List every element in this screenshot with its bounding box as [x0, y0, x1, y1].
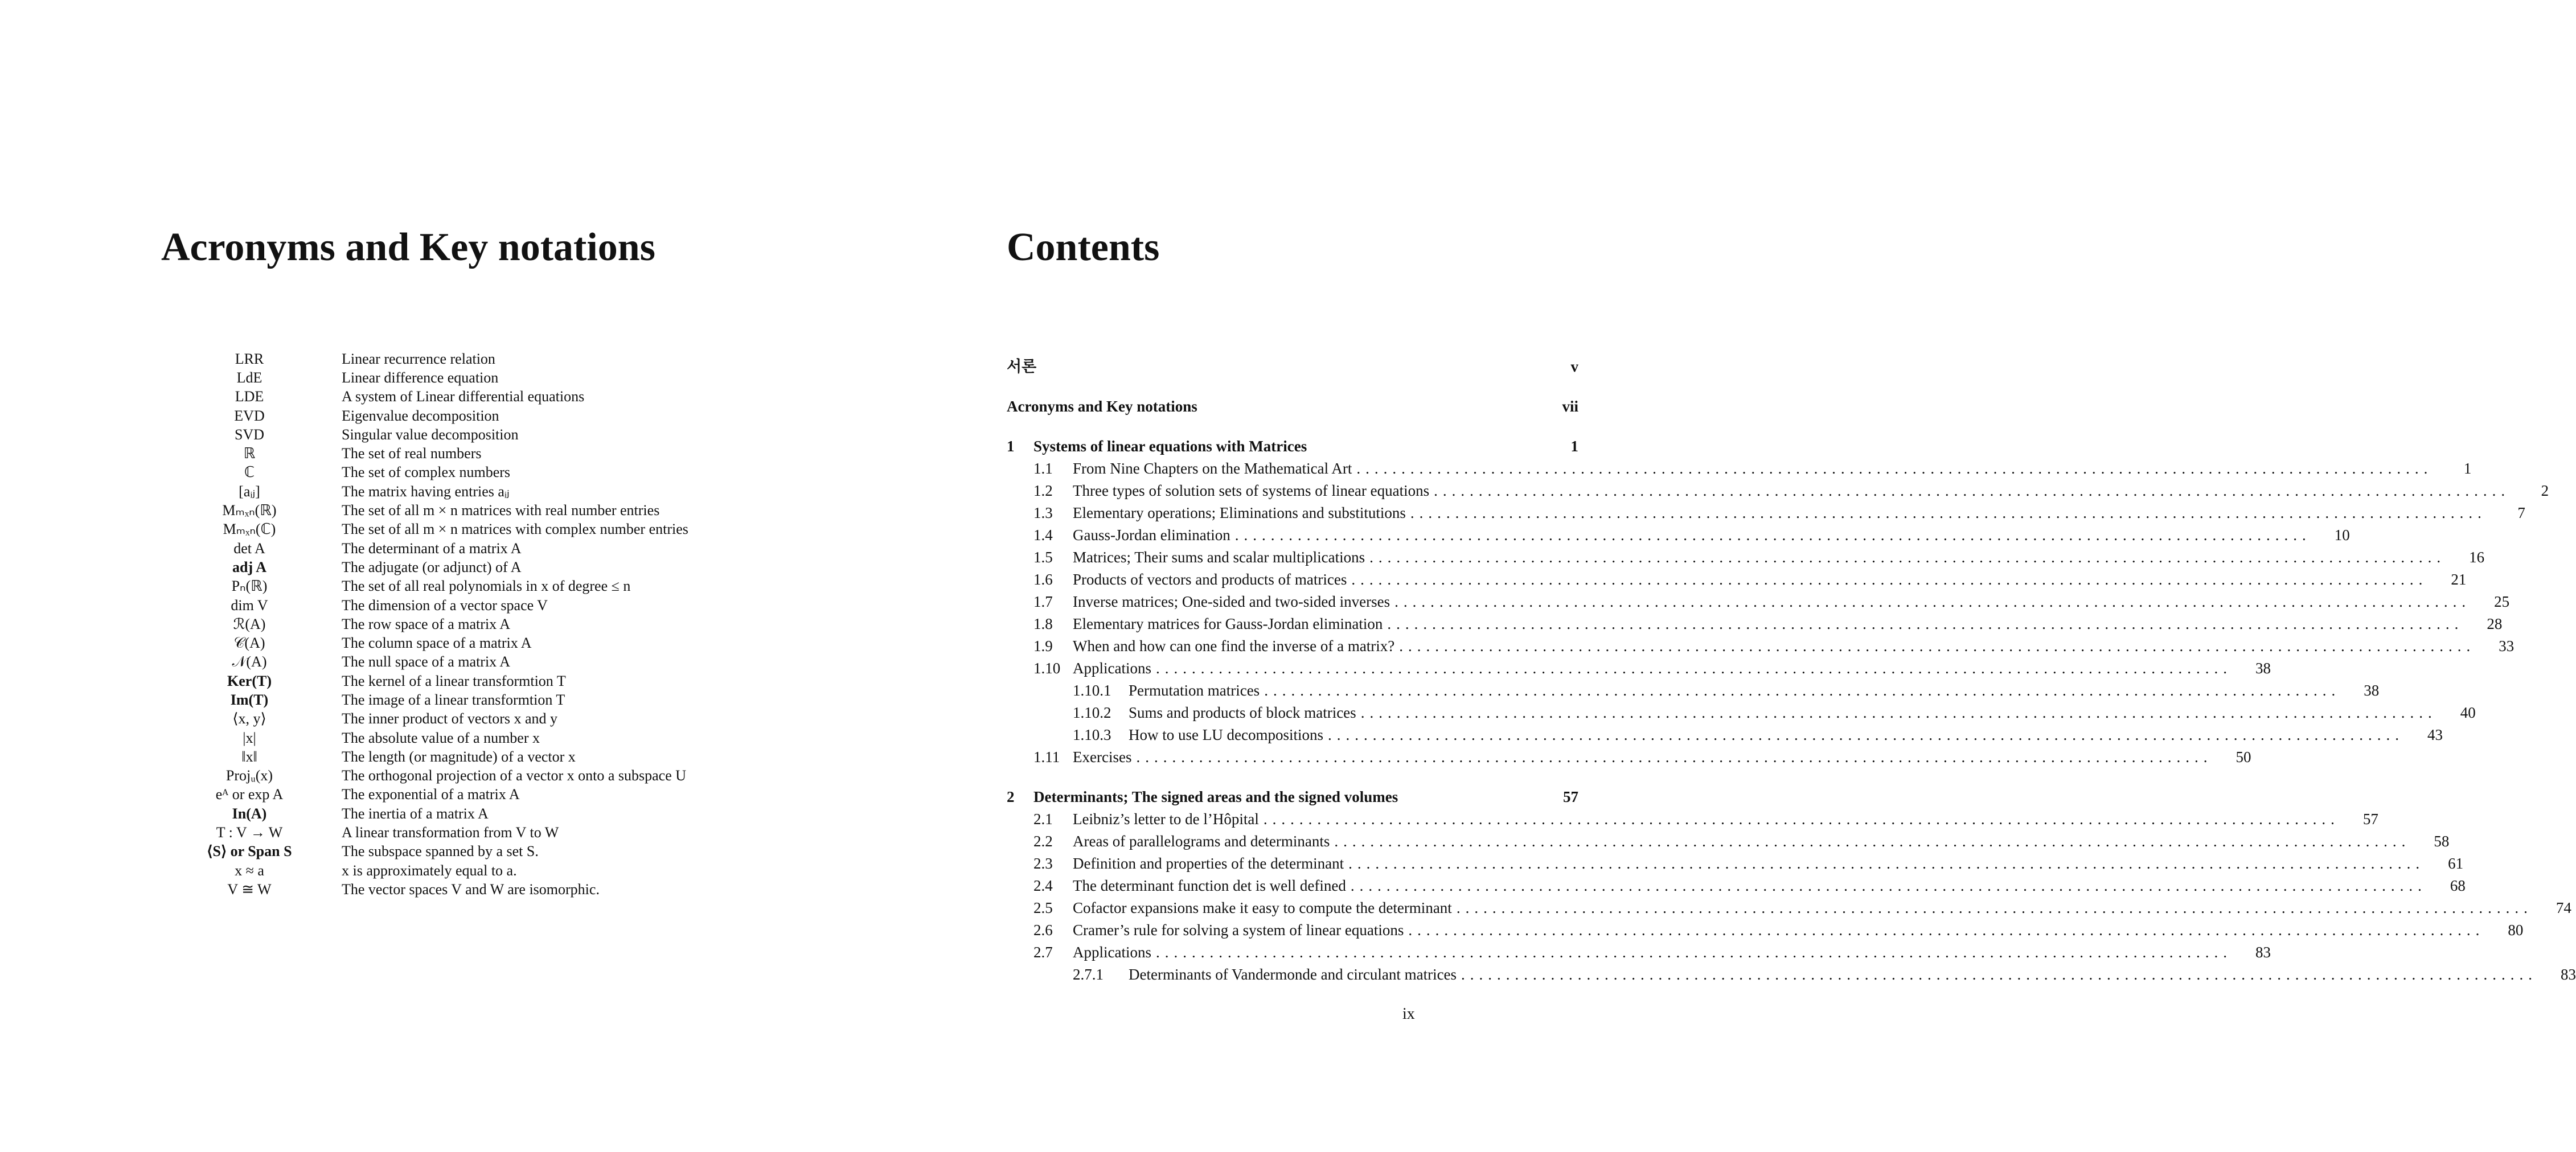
- notation-table: [188, 349, 688, 899]
- toc-entry-number: 1.2: [1033, 482, 1053, 499]
- toc-entry-title: Matrices; Their sums and scalar multiplications: [1073, 548, 1365, 566]
- toc-entry-title: Gauss-Jordan elimination: [1073, 526, 1230, 544]
- notation-description: The column space of a matrix A: [342, 635, 532, 652]
- toc-entry-page: 80: [2508, 921, 2524, 939]
- toc-entry[interactable]: [1007, 525, 2350, 545]
- toc-dot-leader: ........................................................................................................................: [1327, 726, 2404, 743]
- toc-entry-page: 38: [2255, 659, 2271, 677]
- notation-description: The dimension of a vector space V: [342, 596, 548, 614]
- notation-description: The inner product of vectors x and y: [342, 710, 558, 727]
- notation-description: The kernel of a linear transformtion T: [342, 672, 566, 689]
- toc-dot-leader: ........................................................................................................................: [1155, 659, 2232, 677]
- notation-row: [188, 520, 688, 539]
- acronyms-page: [0, 0, 843, 1152]
- toc-entry-title: When and how can one find the inverse of a matrix?: [1073, 637, 1395, 655]
- toc-entry[interactable]: [1007, 548, 2485, 567]
- notation-symbol: LdE: [236, 369, 262, 386]
- toc-dot-leader: ........................................................................................................................: [1387, 615, 2464, 632]
- notation-row: [188, 501, 688, 520]
- toc-entry-number: 1.6: [1033, 570, 1053, 588]
- notation-symbol: ℝ: [243, 445, 256, 462]
- toc-dot-leader: ........................................................................................................................: [1155, 943, 2232, 961]
- toc-entry-number: 1.4: [1033, 526, 1053, 544]
- notation-description: The orthogonal projection of a vector x onto a subspace U: [342, 767, 687, 784]
- toc-entry[interactable]: [1007, 481, 2549, 500]
- toc-entry-page: 10: [2334, 526, 2350, 544]
- toc-entry-page: 57: [1563, 788, 1578, 805]
- notation-description: Linear difference equation: [342, 369, 499, 386]
- toc-dot-leader: ........................................................................................................................: [1434, 482, 2511, 499]
- notation-symbol: eᴬ or exp A: [215, 786, 284, 803]
- toc-entry-title: Determinants; The signed areas and the signed volumes: [1033, 788, 1398, 805]
- notation-symbol: |x|: [243, 729, 256, 746]
- toc-entry-title: Products of vectors and products of matrices: [1073, 570, 1347, 588]
- toc-entry-page: v: [1570, 357, 1578, 375]
- notation-row: [188, 767, 688, 785]
- toc-entry-page: 74: [2556, 899, 2571, 916]
- toc-entry-title: Definition and properties of the determinant: [1073, 854, 1344, 872]
- toc-entry-page: 83: [2561, 965, 2576, 983]
- notation-description: The subspace spanned by a set S.: [342, 843, 539, 860]
- notation-description: The matrix having entries aᵢⱼ: [342, 483, 510, 500]
- toc-entry-page: 43: [2427, 726, 2443, 743]
- notation-description: The set of all real polynomials in x of degree ≤ n: [342, 578, 631, 595]
- toc-entry-title: How to use LU decompositions: [1129, 726, 1323, 743]
- notation-description: The determinant of a matrix A: [342, 540, 522, 557]
- toc-entry[interactable]: [1007, 636, 2515, 656]
- notation-row: [188, 823, 688, 842]
- toc-entry-number: 2.7: [1033, 943, 1053, 961]
- toc-entry-number: 1.5: [1033, 548, 1053, 566]
- contents-page: [843, 0, 2576, 1152]
- toc-entry-page: 83: [2255, 943, 2271, 961]
- notation-description: The row space of a matrix A: [342, 615, 511, 632]
- toc-dot-leader: ........................................................................................................................: [1410, 504, 2487, 521]
- page-number: ix: [1402, 1005, 1415, 1023]
- notation-symbol: Mₘₓₙ(ℂ): [223, 521, 276, 538]
- notation-symbol: LDE: [235, 388, 264, 405]
- toc-entry[interactable]: [1007, 397, 1578, 416]
- notation-symbol: V ≅ W: [227, 881, 272, 898]
- notation-symbol: ℛ(A): [233, 615, 266, 632]
- toc-entry[interactable]: [1007, 747, 2251, 767]
- toc-entry-title: Elementary operations; Eliminations and substitutions: [1073, 504, 1406, 521]
- notation-description: The absolute value of a number x: [342, 729, 540, 746]
- toc-entry-title: Sums and products of block matrices: [1129, 703, 1356, 721]
- toc-dot-leader: ........................................................................................................................: [1461, 965, 2538, 983]
- toc-entry[interactable]: [1007, 503, 2525, 522]
- notation-row: [188, 615, 688, 633]
- notation-row: [188, 368, 688, 387]
- toc-entry-number: 1.8: [1033, 615, 1053, 632]
- notation-description: The set of complex numbers: [342, 464, 511, 481]
- toc-entry[interactable]: [1007, 703, 2476, 722]
- toc-entry-page: 1: [1570, 437, 1578, 455]
- notation-symbol: In(A): [232, 805, 267, 822]
- notation-description: The set of real numbers: [342, 445, 482, 462]
- toc-dot-leader: ........................................................................................................................: [1360, 703, 2437, 721]
- toc-dot-leader: ........................................................................................................................: [1234, 526, 2311, 544]
- notation-description: The set of all m × n matrices with real number entries: [342, 502, 660, 519]
- toc-entry[interactable]: [1007, 459, 2472, 478]
- notation-symbol: det A: [233, 540, 265, 557]
- toc-entry-number: 1: [1007, 437, 1015, 455]
- toc-entry-title: Exercises: [1073, 748, 1132, 766]
- toc-entry[interactable]: [1007, 965, 2576, 984]
- toc-dot-leader: ........................................................................................................................: [1369, 548, 2446, 566]
- notation-description: The exponential of a matrix A: [342, 786, 520, 803]
- notation-description: Eigenvalue decomposition: [342, 407, 499, 424]
- toc-entry[interactable]: [1007, 854, 2464, 873]
- toc-entry-number: 1.10: [1033, 659, 1061, 677]
- toc-entry[interactable]: [1007, 614, 2503, 633]
- toc-entry-number: 2.4: [1033, 877, 1053, 894]
- notation-symbol: 𝒞(A): [233, 635, 265, 652]
- toc-entry-page: 57: [2362, 810, 2378, 828]
- toc-entry[interactable]: [1007, 876, 2466, 895]
- toc-dot-leader: ........................................................................................................................: [1399, 637, 2476, 655]
- notation-symbol: ⟨S⟩ or Span S: [207, 843, 292, 860]
- notation-symbol: [aᵢⱼ]: [239, 483, 260, 500]
- notation-row: [188, 596, 688, 615]
- notation-row: [188, 880, 688, 899]
- notation-symbol: T : V → W: [216, 824, 283, 841]
- toc-dot-leader: ........................................................................................................................: [1394, 593, 2471, 610]
- toc-entry-page: 21: [2451, 570, 2467, 588]
- toc-dot-leader: ........................................................................................................................: [1351, 570, 2428, 588]
- toc-entry-title: Leibniz’s letter to de l’Hôpital: [1073, 810, 1259, 828]
- toc-entry-number: 1.10.1: [1073, 681, 1111, 699]
- toc-entry-number: 1.11: [1033, 748, 1060, 766]
- notation-row: [188, 785, 688, 804]
- toc-entry-page: 38: [2364, 681, 2380, 699]
- toc-entry-number: 2.6: [1033, 921, 1053, 939]
- notation-description: x is approximately equal to a.: [342, 862, 517, 879]
- notation-symbol: Pₙ(ℝ): [231, 578, 268, 595]
- notation-row: [188, 463, 688, 482]
- notation-symbol: 𝒩(A): [232, 653, 267, 670]
- notation-symbol: ‖x‖: [241, 748, 257, 765]
- notation-symbol: dim V: [231, 596, 268, 614]
- toc-entry-number: 2.1: [1033, 810, 1053, 828]
- toc-entry-title: Applications: [1073, 659, 1151, 677]
- toc-entry-number: 1.9: [1033, 637, 1053, 655]
- notation-description: A linear transformation from V to W: [342, 824, 559, 841]
- notation-row: [188, 804, 688, 823]
- toc-entry[interactable]: [1007, 659, 2271, 678]
- notation-symbol: x ≈ a: [235, 862, 264, 879]
- toc-entry-title: Permutation matrices: [1129, 681, 1260, 699]
- toc-entry-page: 33: [2499, 637, 2515, 655]
- toc-entry-page: 61: [2448, 854, 2464, 872]
- toc-entry-number: 2.2: [1033, 832, 1053, 850]
- notation-row: [188, 539, 688, 558]
- toc-entry-title: Applications: [1073, 943, 1151, 961]
- toc-entry-title: Elementary matrices for Gauss-Jordan elimination: [1073, 615, 1383, 632]
- toc-entry-page: 40: [2460, 703, 2476, 721]
- contents-title: Contents: [1007, 225, 1160, 269]
- toc-entry-page: 25: [2494, 593, 2510, 610]
- toc-dot-leader: ........................................................................................................................: [1334, 832, 2411, 850]
- toc-entry[interactable]: [1007, 809, 2378, 829]
- notation-row: [188, 861, 688, 880]
- toc-entry-page: 2: [2541, 482, 2549, 499]
- toc-entry-title: Inverse matrices; One-sided and two-sided inverses: [1073, 593, 1390, 610]
- notation-description: The adjugate (or adjunct) of A: [342, 558, 522, 575]
- notation-symbol: ⟨x, y⟩: [232, 710, 266, 727]
- toc-entry[interactable]: [1007, 357, 1578, 376]
- toc-entry-page: 1: [2463, 459, 2472, 477]
- notation-description: The inertia of a matrix A: [342, 805, 489, 822]
- toc-entry-page: 68: [2450, 877, 2466, 894]
- toc-dot-leader: ........................................................................................................................: [1136, 748, 2213, 766]
- notation-symbol: Ker(T): [227, 672, 272, 689]
- acronyms-title: Acronyms and Key notations: [161, 225, 655, 269]
- toc-dot-leader: ........................................................................................................................: [1350, 877, 2427, 894]
- toc-entry[interactable]: [1007, 570, 2467, 589]
- toc-entry-title: From Nine Chapters on the Mathematical Art: [1073, 459, 1352, 477]
- notation-description: Linear recurrence relation: [342, 350, 495, 367]
- notation-symbol: Mₘₓₙ(ℝ): [222, 502, 277, 519]
- notation-row: [188, 388, 688, 406]
- toc-entry-page: 16: [2469, 548, 2485, 566]
- notation-row: [188, 633, 688, 652]
- notation-description: The length (or magnitude) of a vector x: [342, 748, 576, 765]
- notation-symbol: Im(T): [230, 691, 269, 708]
- toc-dot-leader: ........................................................................................................................: [1456, 899, 2533, 916]
- notation-symbol: Projᵤ(x): [225, 767, 273, 784]
- toc-entry-number: 1.3: [1033, 504, 1053, 521]
- toc-entry-page: 28: [2487, 615, 2503, 632]
- notation-row: [188, 349, 688, 368]
- toc-entry-title: The determinant function det is well defined: [1073, 877, 1346, 894]
- toc-entry-page: 58: [2434, 832, 2450, 850]
- toc-entry-number: 1.10.3: [1073, 726, 1111, 743]
- toc-entry-title: 서론: [1007, 357, 1037, 375]
- toc-entry-title: Cramer’s rule for solving a system of linear equations: [1073, 921, 1404, 939]
- toc-entry-title: Determinants of Vandermonde and circulant matrices: [1129, 965, 1457, 983]
- toc-entry-title: Cofactor expansions make it easy to compute the determinant: [1073, 899, 1452, 916]
- notation-row: [188, 577, 688, 596]
- toc-entry[interactable]: [1007, 920, 2524, 940]
- toc-entry[interactable]: [1007, 787, 1578, 807]
- toc-entry[interactable]: [1007, 832, 2450, 851]
- toc-dot-leader: ........................................................................................................................: [1264, 681, 2341, 699]
- toc-dot-leader: ........................................................................................................................: [1348, 854, 2425, 872]
- toc-entry[interactable]: [1007, 437, 1578, 456]
- toc-entry[interactable]: [1007, 725, 2443, 744]
- notation-symbol: EVD: [234, 407, 265, 424]
- notation-row: [188, 406, 688, 425]
- toc-entry-page: vii: [1562, 397, 1578, 415]
- notation-symbol: LRR: [235, 350, 264, 367]
- notation-description: The set of all m × n matrices with complex number entries: [342, 521, 688, 538]
- toc-entry-number: 1.1: [1033, 459, 1053, 477]
- notation-symbol: SVD: [234, 426, 264, 443]
- notation-symbol: ℂ: [244, 464, 255, 481]
- notation-row: [188, 558, 688, 577]
- toc-entry-number: 2: [1007, 788, 1015, 805]
- toc-dot-leader: ........................................................................................................................: [1356, 459, 2433, 477]
- toc-dot-leader: ........................................................................................................................: [1408, 921, 2485, 939]
- notation-row: [188, 672, 688, 690]
- toc-entry-title: Systems of linear equations with Matrices: [1033, 437, 1307, 455]
- notation-description: A system of Linear differential equations: [342, 388, 585, 405]
- toc-entry-number: 2.7.1: [1073, 965, 1104, 983]
- notation-row: [188, 653, 688, 672]
- notation-symbol: adj A: [232, 558, 266, 575]
- toc-entry[interactable]: [1007, 898, 2571, 918]
- toc-entry[interactable]: [1007, 592, 2510, 611]
- toc-entry-page: 7: [2517, 504, 2525, 521]
- notation-row: [188, 690, 688, 709]
- notation-row: [188, 729, 688, 747]
- toc-entry-number: 2.3: [1033, 854, 1053, 872]
- notation-description: The image of a linear transformtion T: [342, 691, 565, 708]
- toc-entry-page: 50: [2235, 748, 2251, 766]
- notation-description: Singular value decomposition: [342, 426, 519, 443]
- toc-entry-title: Areas of parallelograms and determinants: [1073, 832, 1330, 850]
- notation-description: The vector spaces V and W are isomorphic.: [342, 881, 600, 898]
- toc-entry-number: 2.5: [1033, 899, 1053, 916]
- notation-row: [188, 444, 688, 463]
- toc-entry-number: 1.10.2: [1073, 703, 1111, 721]
- notation-row: [188, 482, 688, 501]
- toc-dot-leader: ........................................................................................................................: [1263, 810, 2340, 828]
- notation-row: [188, 425, 688, 444]
- toc-entry[interactable]: [1007, 681, 2380, 700]
- notation-row: [188, 842, 688, 861]
- notation-row: [188, 710, 688, 729]
- toc-entry-number: 1.7: [1033, 593, 1053, 610]
- notation-row: [188, 747, 688, 766]
- toc-entry-title: Acronyms and Key notations: [1007, 397, 1197, 415]
- toc-entry[interactable]: [1007, 943, 2271, 962]
- toc-entry-title: Three types of solution sets of systems of linear equations: [1073, 482, 1430, 499]
- notation-description: The null space of a matrix A: [342, 653, 511, 670]
